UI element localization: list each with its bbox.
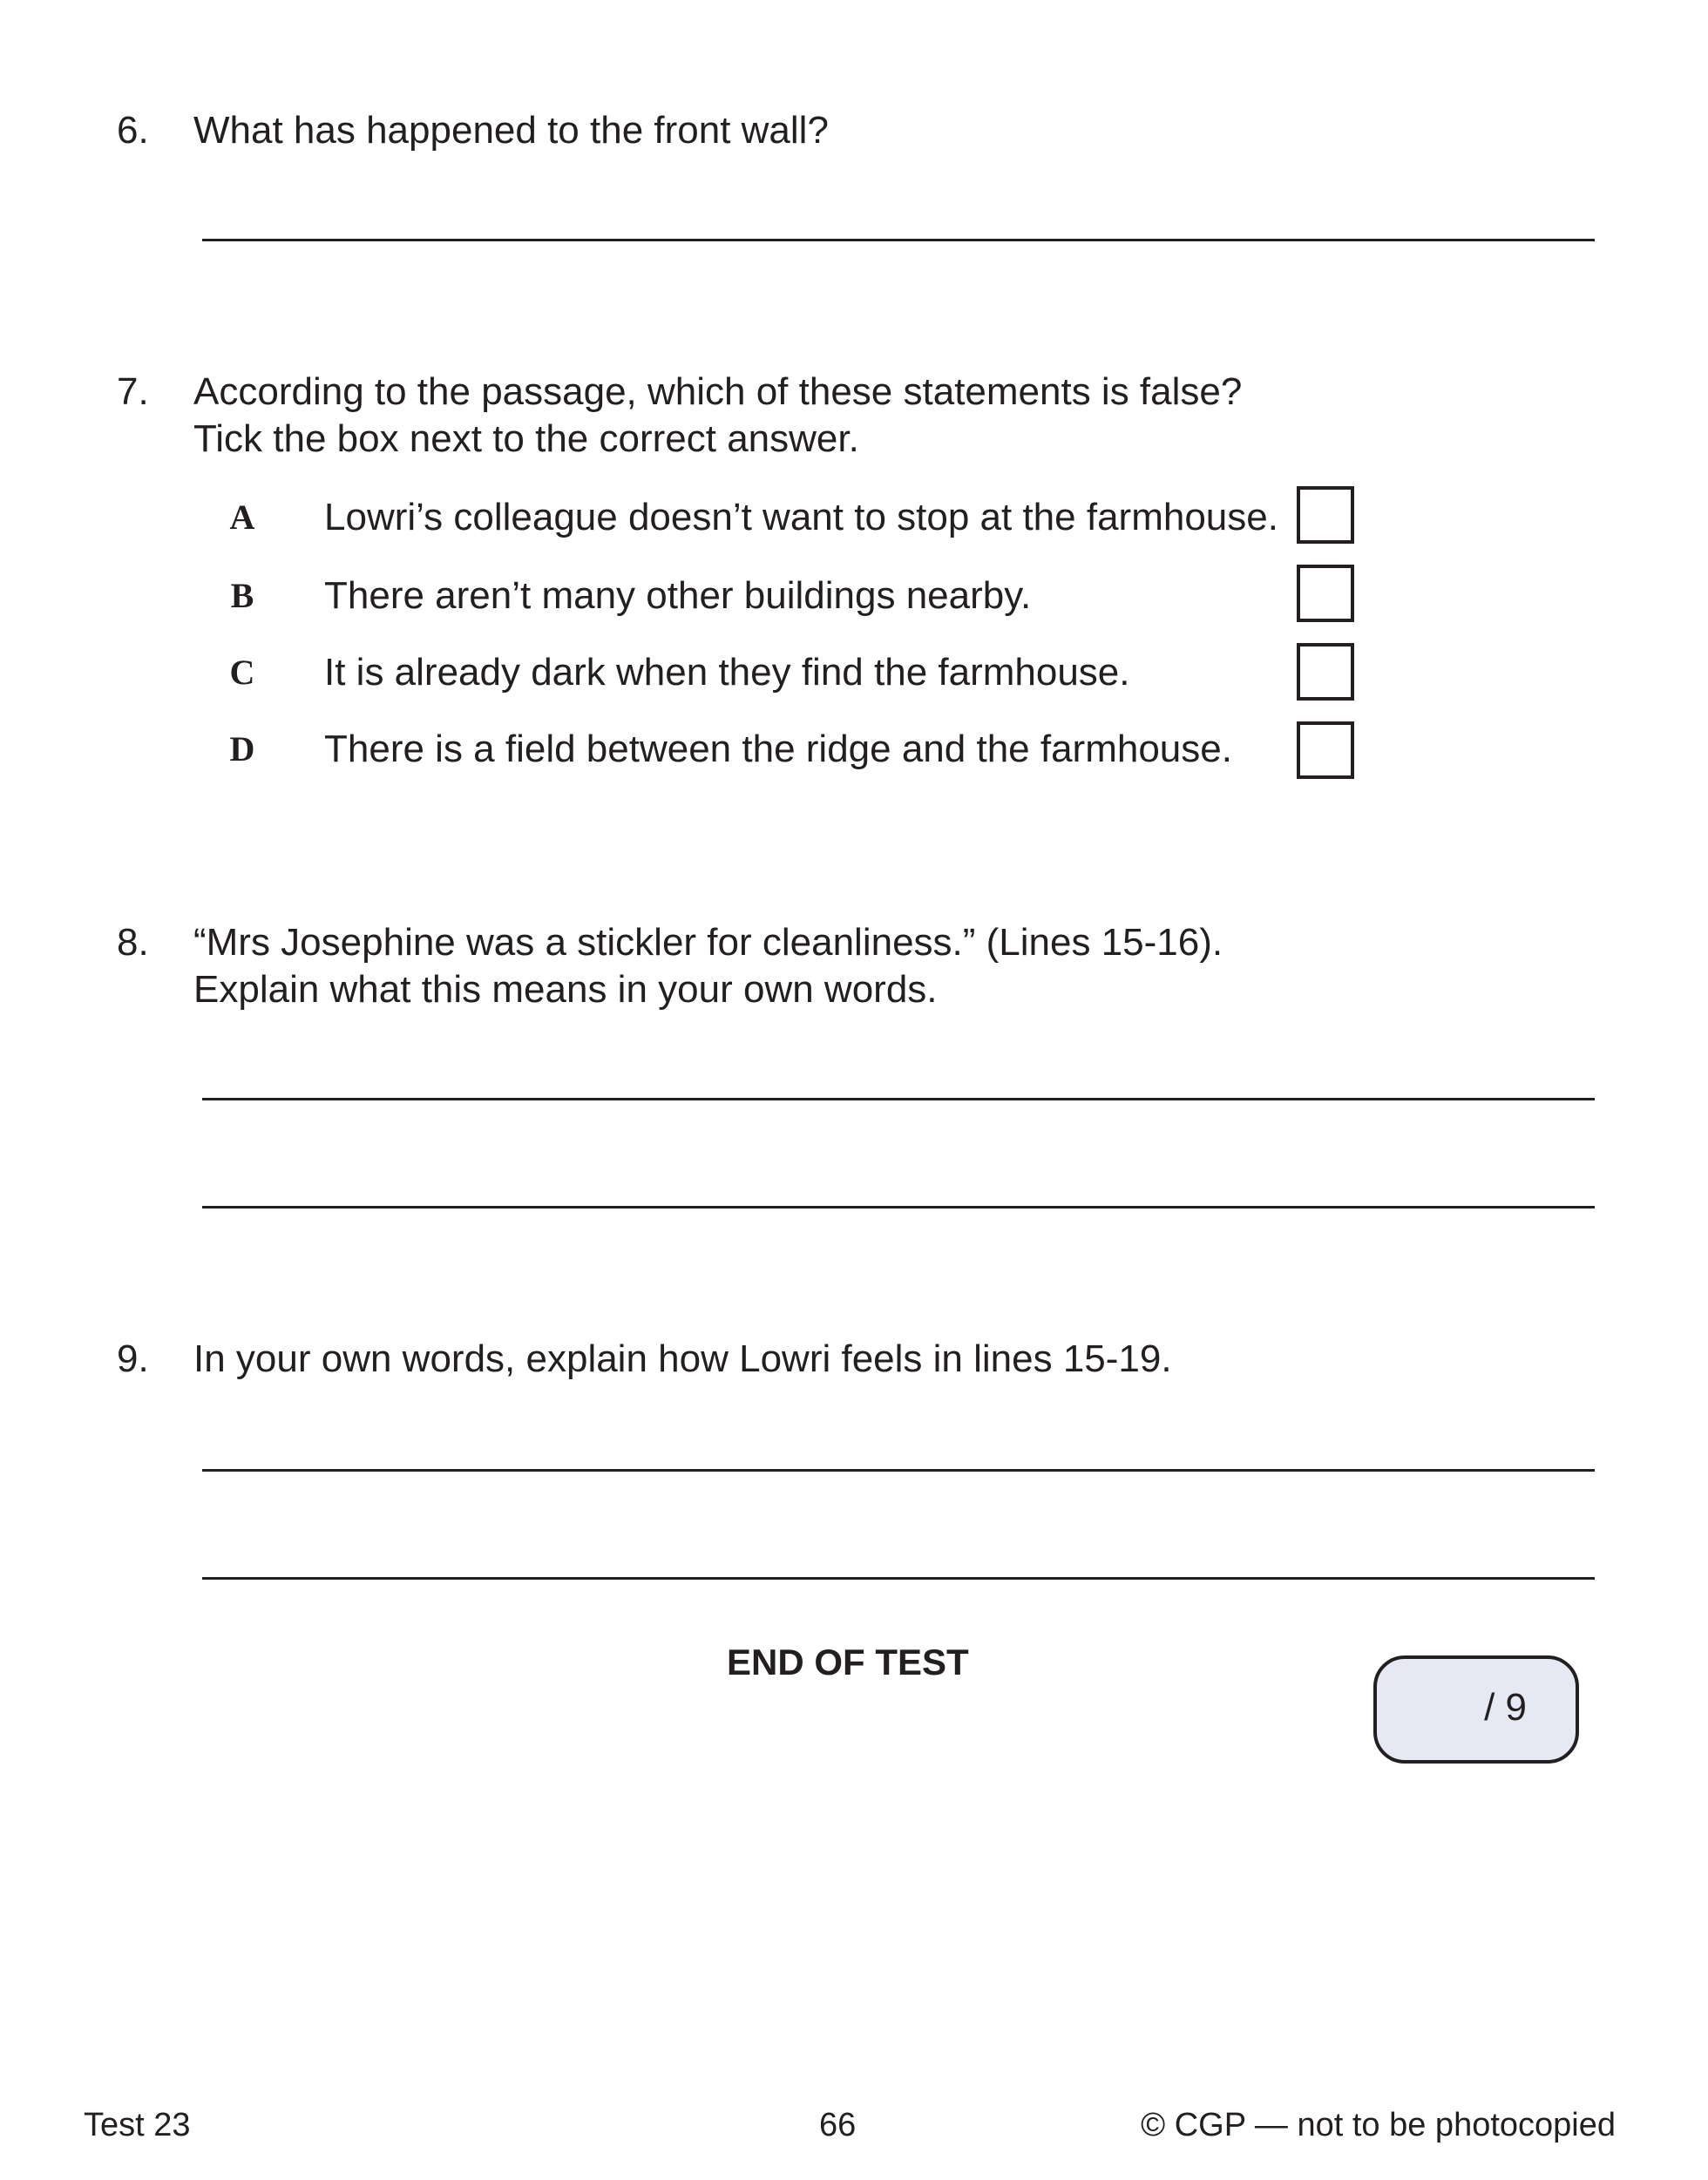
question-7-text-line-2: Tick the box next to the correct answer. xyxy=(193,417,859,460)
score-box xyxy=(1373,1655,1579,1764)
question-8-text-line-2: Explain what this means in your own words. xyxy=(193,968,938,1011)
question-6-answer-line[interactable] xyxy=(202,239,1595,241)
footer-page-number: 66 xyxy=(819,2107,857,2143)
end-of-test-heading: END OF TEST xyxy=(727,1642,969,1682)
question-9-text: In your own words, explain how Lowri feels in lines 15-19. xyxy=(193,1337,1172,1380)
option-a-text: Lowri’s colleague doesn’t want to stop at the farmhouse. xyxy=(324,496,1278,538)
question-8-answer-line-1[interactable] xyxy=(202,1098,1595,1100)
question-6-text: What has happened to the front wall? xyxy=(193,109,829,152)
option-a-letter: A xyxy=(229,498,255,537)
option-b-text: There aren’t many other buildings nearby. xyxy=(324,574,1032,617)
footer-copyright: © CGP — not to be photocopied xyxy=(1141,2107,1616,2143)
question-6-number: 6. xyxy=(117,109,149,152)
question-7-number: 7. xyxy=(117,370,149,413)
option-c-tickbox[interactable] xyxy=(1297,643,1354,701)
option-d-text: There is a field between the ridge and the farmhouse. xyxy=(324,728,1232,770)
footer-test-number: Test 23 xyxy=(84,2107,191,2143)
question-8-number: 8. xyxy=(117,921,149,964)
question-9-answer-line-2[interactable] xyxy=(202,1577,1595,1580)
option-d-tickbox[interactable] xyxy=(1297,721,1354,779)
option-c-text: It is already dark when they find the farmhouse. xyxy=(324,651,1130,694)
option-b-letter: B xyxy=(230,576,254,615)
question-8-answer-line-2[interactable] xyxy=(202,1206,1595,1208)
question-9-number: 9. xyxy=(117,1337,149,1380)
option-d-letter: D xyxy=(229,729,255,768)
option-a-tickbox[interactable] xyxy=(1297,486,1354,544)
option-c-letter: C xyxy=(229,653,255,692)
option-b-tickbox[interactable] xyxy=(1297,565,1354,622)
question-7-text-line-1: According to the passage, which of these statements is false? xyxy=(193,370,1243,413)
question-9-answer-line-1[interactable] xyxy=(202,1469,1595,1472)
score-total: / 9 xyxy=(1484,1686,1527,1729)
question-8-text-line-1: “Mrs Josephine was a stickler for cleanliness.” (Lines 15-16). xyxy=(193,921,1223,964)
